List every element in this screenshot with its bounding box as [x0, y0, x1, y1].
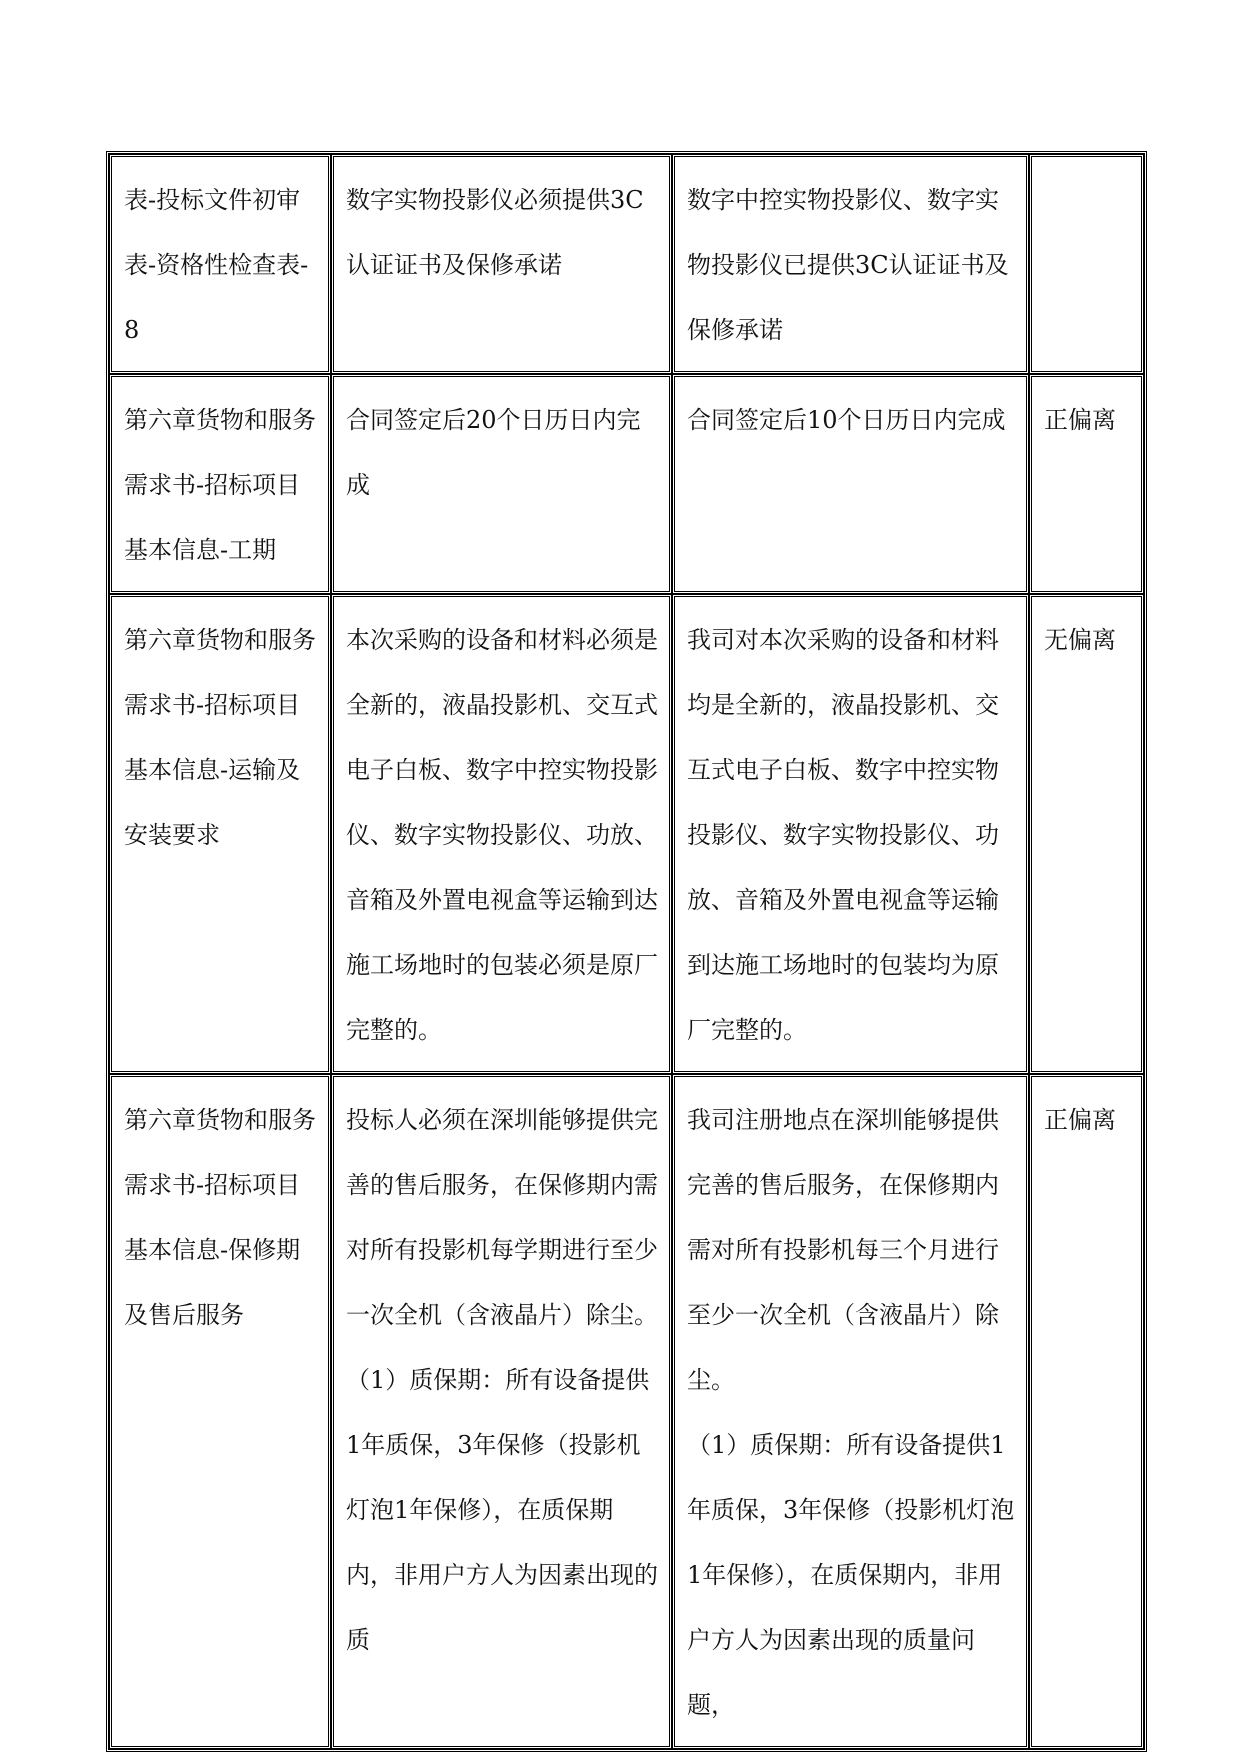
deviation-cell [1029, 594, 1144, 1074]
table-row [109, 374, 1144, 594]
requirement-cell [331, 374, 672, 594]
item-text: 第六章货物和服务需求书-招标项目基本信息-工期 [124, 406, 316, 564]
deviation-text: 正偏离 [1044, 1106, 1116, 1134]
deviation-text: 正偏离 [1044, 406, 1116, 434]
response-cell [672, 1074, 1029, 1749]
requirement-cell [331, 1074, 672, 1749]
table-row [109, 594, 1144, 1074]
table-row [109, 1074, 1144, 1749]
deviation-text: 无偏离 [1044, 626, 1116, 654]
response-cell [672, 374, 1029, 594]
requirement-text: 合同签定后20个日历日内完成 [346, 406, 641, 499]
item-cell [109, 1074, 331, 1749]
requirement-text: 数字实物投影仪必须提供3C认证证书及保修承诺 [346, 186, 644, 279]
response-text: 合同签定后10个日历日内完成 [687, 406, 1006, 434]
deviation-cell [1029, 154, 1144, 374]
item-text: 第六章货物和服务需求书-招标项目基本信息-保修期及售后服务 [124, 1106, 316, 1329]
item-cell [109, 154, 331, 374]
response-text: 我司对本次采购的设备和材料均是全新的，液晶投影机、交互式电子白板、数字中控实物投影仪、数字实物投影仪、功放、音箱及外置电视盒等运输到达施工场地时的包装均为原厂完整的。 [687, 626, 999, 1044]
item-text: 第六章货物和服务需求书-招标项目基本信息-运输及安装要求 [124, 626, 316, 849]
deviation-cell [1029, 374, 1144, 594]
response-cell [672, 154, 1029, 374]
requirement-text: 本次采购的设备和材料必须是全新的，液晶投影机、交互式电子白板、数字中控实物投影仪、数字实物投影仪、功放、音箱及外置电视盒等运输到达施工场地时的包装必须是原厂完整的。 [346, 626, 658, 1044]
response-cell [672, 594, 1029, 1074]
table-row [109, 154, 1144, 374]
item-cell [109, 374, 331, 594]
requirement-text: 投标人必须在深圳能够提供完善的售后服务，在保修期内需对所有投影机每学期进行至少一次全机（含液晶片）除尘。 [346, 1106, 658, 1329]
deviation-table [106, 151, 1147, 1752]
response-text: 我司注册地点在深圳能够提供完善的售后服务，在保修期内需对所有投影机每三个月进行至少一次全机（含液晶片）除尘。 [687, 1106, 999, 1394]
response-text: 数字中控实物投影仪、数字实物投影仪已提供3C认证证书及保修承诺 [687, 186, 1009, 344]
requirement-cell [331, 154, 672, 374]
deviation-cell [1029, 1074, 1144, 1749]
requirement-text: （1）质保期：所有设备提供1年质保，3年保修（投影机灯泡1年保修），在质保期内，非用户方人为因素出现的质 [346, 1366, 658, 1654]
requirement-cell [331, 594, 672, 1074]
item-cell [109, 594, 331, 1074]
response-text: （1）质保期：所有设备提供1年质保，3年保修（投影机灯泡1年保修），在质保期内，非用户方人为因素出现的质量问题， [687, 1431, 1015, 1719]
item-text: 表-投标文件初审表-资格性检查表-8 [124, 186, 309, 344]
